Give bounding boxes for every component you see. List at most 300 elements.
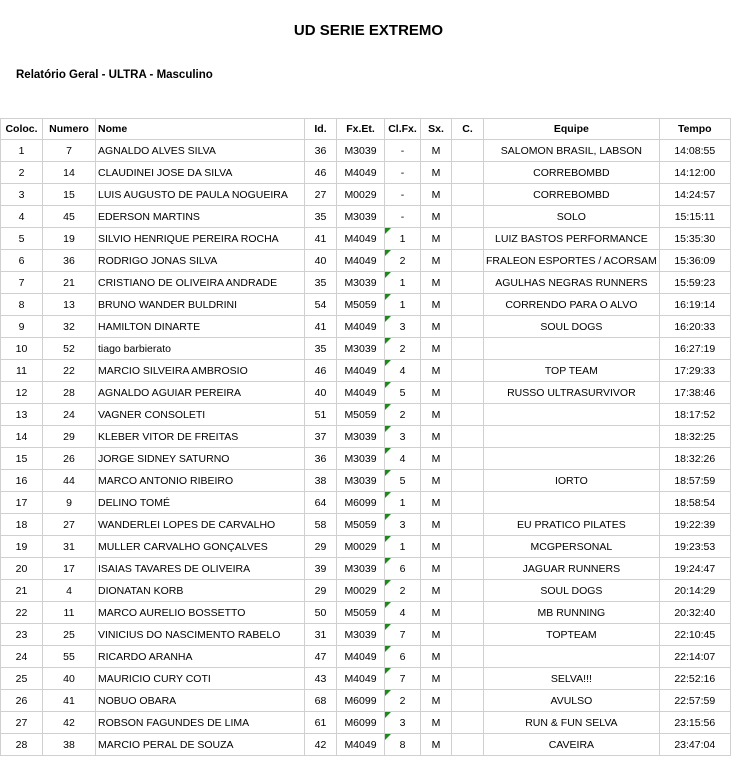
cell-tempo: [659, 690, 730, 712]
cell-tempo: [659, 316, 730, 338]
cell-id: [305, 734, 337, 756]
cell-fxet: [337, 272, 385, 294]
cell-equipe-text: AGULHAS NEGRAS RUNNERS: [495, 276, 648, 289]
green-corner-marker-icon: [385, 228, 391, 234]
cell-nome-text: EDERSON MARTINS: [98, 210, 200, 223]
green-corner-marker-icon: [385, 404, 391, 410]
cell-nome: [96, 624, 305, 646]
cell-clfx-text: 3: [399, 716, 406, 729]
cell-fxet: [337, 646, 385, 668]
cell-id-text: 35: [314, 210, 327, 223]
cell-id-text: 40: [314, 254, 327, 267]
cell-id: [305, 140, 337, 162]
cell-clfx-text: 6: [399, 562, 406, 575]
cell-tempo: [659, 360, 730, 382]
cell-id-text: 42: [314, 738, 327, 751]
cell-sx-text: M: [431, 518, 441, 531]
cell-coloc: [1, 140, 43, 162]
cell-clfx-text: 3: [399, 430, 406, 443]
cell-tempo-text: 18:58:54: [674, 496, 716, 509]
cell-id: [305, 228, 337, 250]
cell-sx: [421, 536, 452, 558]
cell-id-text: 54: [314, 298, 327, 311]
cell-equipe-text: CORREBOMBD: [533, 166, 610, 179]
table-row: [1, 646, 731, 668]
cell-tempo: [659, 470, 730, 492]
cell-clfx: [385, 624, 421, 646]
cell-equipe: [484, 448, 660, 470]
cell-c: [452, 580, 484, 602]
cell-clfx-text: 3: [399, 518, 406, 531]
cell-numero: [43, 514, 96, 536]
table-row: [1, 162, 731, 184]
cell-clfx: [385, 426, 421, 448]
cell-clfx: [385, 294, 421, 316]
cell-coloc-text: 26: [15, 694, 28, 707]
cell-coloc: [1, 382, 43, 404]
cell-numero: [43, 580, 96, 602]
cell-sx-text: M: [431, 628, 441, 641]
cell-equipe: [484, 668, 660, 690]
cell-id: [305, 294, 337, 316]
cell-equipe-text: SALOMON BRASIL, LABSON: [500, 144, 642, 157]
cell-tempo-text: 14:08:55: [674, 144, 716, 157]
cell-numero: [43, 250, 96, 272]
cell-fxet-text: M3039: [344, 210, 377, 223]
cell-fxet: [337, 668, 385, 690]
cell-numero-text: 28: [63, 386, 75, 399]
table-row: [1, 404, 731, 426]
cell-coloc-text: 4: [18, 210, 25, 223]
cell-id: [305, 338, 337, 360]
cell-nome: [96, 492, 305, 514]
cell-fxet: [337, 448, 385, 470]
cell-equipe: [484, 360, 660, 382]
cell-equipe: [484, 558, 660, 580]
cell-equipe-text: AVULSO: [550, 694, 593, 707]
cell-nome-text: tiago barbierato: [98, 342, 171, 355]
col-header-nome: Nome: [96, 119, 305, 140]
cell-equipe: [484, 228, 660, 250]
green-corner-marker-icon: [385, 734, 391, 740]
cell-equipe-text: SELVA!!!: [550, 672, 592, 685]
cell-sx-text: M: [431, 606, 441, 619]
cell-coloc: [1, 602, 43, 624]
results-table: [0, 118, 731, 756]
cell-equipe-text: [486, 409, 657, 421]
cell-equipe-text: EU PRATICO PILATES: [517, 518, 626, 531]
cell-sx: [421, 734, 452, 756]
cell-sx: [421, 338, 452, 360]
cell-sx-text: M: [431, 320, 441, 333]
cell-coloc-text: 8: [18, 298, 25, 311]
cell-fxet: [337, 492, 385, 514]
cell-coloc-text: 7: [18, 276, 25, 289]
table-row: [1, 360, 731, 382]
cell-id: [305, 382, 337, 404]
cell-tempo: [659, 272, 730, 294]
cell-equipe: [484, 250, 660, 272]
cell-tempo: [659, 162, 730, 184]
cell-coloc-text: 12: [15, 386, 28, 399]
cell-tempo: [659, 536, 730, 558]
cell-fxet: [337, 184, 385, 206]
cell-coloc-text: 15: [15, 452, 28, 465]
table-row: [1, 206, 731, 228]
cell-id-text: 35: [314, 276, 327, 289]
cell-nome-text: MAURICIO CURY COTI: [98, 672, 211, 685]
cell-coloc-text: 17: [15, 496, 28, 509]
table-row: [1, 712, 731, 734]
cell-clfx: [385, 162, 421, 184]
cell-numero-text: 38: [63, 738, 75, 751]
cell-nome-text: VINICIUS DO NASCIMENTO RABELO: [98, 628, 281, 641]
cell-coloc: [1, 426, 43, 448]
cell-clfx-text: 1: [399, 276, 406, 289]
green-corner-marker-icon: [385, 646, 391, 652]
cell-equipe: [484, 624, 660, 646]
col-header-c: C.: [452, 119, 484, 140]
cell-tempo-text: 17:38:46: [674, 386, 716, 399]
cell-clfx: [385, 228, 421, 250]
cell-coloc-text: 10: [15, 342, 28, 355]
cell-numero: [43, 140, 96, 162]
cell-tempo-text: 19:23:53: [674, 540, 716, 553]
green-corner-marker-icon: [385, 426, 391, 432]
cell-clfx: [385, 470, 421, 492]
cell-c: [452, 602, 484, 624]
cell-nome: [96, 668, 305, 690]
cell-equipe-text: [486, 651, 657, 663]
cell-c: [452, 558, 484, 580]
cell-tempo: [659, 712, 730, 734]
cell-equipe-text: TOP TEAM: [544, 364, 598, 377]
cell-sx: [421, 470, 452, 492]
table-row: [1, 734, 731, 756]
cell-tempo-text: 18:57:59: [674, 474, 716, 487]
cell-numero: [43, 294, 96, 316]
cell-coloc: [1, 646, 43, 668]
cell-equipe-text: CORREBOMBD: [533, 188, 610, 201]
cell-tempo: [659, 734, 730, 756]
cell-c: [452, 536, 484, 558]
cell-numero-text: 19: [63, 232, 75, 245]
cell-equipe-text: [486, 431, 657, 443]
cell-equipe: [484, 426, 660, 448]
cell-numero-text: 52: [63, 342, 75, 355]
table-row: [1, 690, 731, 712]
cell-coloc-text: 11: [16, 364, 27, 377]
green-corner-marker-icon: [385, 448, 391, 454]
cell-equipe-text: MB RUNNING: [537, 606, 606, 619]
green-corner-marker-icon: [385, 338, 391, 344]
cell-sx-text: M: [431, 166, 441, 179]
cell-numero-text: 31: [63, 540, 75, 553]
cell-numero-text: 15: [63, 188, 75, 201]
cell-numero-text: 9: [66, 496, 72, 509]
cell-nome-text: CRISTIANO DE OLIVEIRA ANDRADE: [98, 276, 278, 289]
cell-nome: [96, 536, 305, 558]
cell-nome-text: DIONATAN KORB: [98, 584, 184, 597]
cell-tempo-text: 23:15:56: [674, 716, 716, 729]
cell-nome: [96, 404, 305, 426]
cell-numero-text: 29: [63, 430, 75, 443]
cell-tempo-text: 22:14:07: [674, 650, 716, 663]
cell-coloc-text: 2: [18, 166, 25, 179]
cell-clfx-text: -: [400, 166, 405, 179]
cell-clfx-text: 3: [399, 320, 406, 333]
cell-clfx: [385, 668, 421, 690]
cell-sx-text: M: [431, 144, 441, 157]
cell-numero-text: 7: [66, 144, 72, 157]
cell-clfx: [385, 712, 421, 734]
col-header-fxet: Fx.Et.: [337, 119, 385, 140]
cell-fxet: [337, 382, 385, 404]
cell-numero-text: 40: [63, 672, 75, 685]
cell-c: [452, 646, 484, 668]
cell-numero: [43, 470, 96, 492]
cell-sx: [421, 646, 452, 668]
cell-tempo-text: 15:35:30: [674, 232, 716, 245]
cell-sx: [421, 360, 452, 382]
cell-id-text: 36: [314, 452, 327, 465]
cell-sx-text: M: [431, 496, 441, 509]
cell-nome-text: BRUNO WANDER BULDRINI: [98, 298, 238, 311]
cell-equipe: [484, 690, 660, 712]
cell-tempo-text: 14:12:00: [674, 166, 716, 179]
table-row: [1, 382, 731, 404]
cell-nome: [96, 580, 305, 602]
cell-sx-text: M: [431, 474, 441, 487]
cell-coloc: [1, 580, 43, 602]
cell-nome-text: MARCO AURELIO BOSSETTO: [98, 606, 246, 619]
cell-id-text: 43: [314, 672, 327, 685]
col-header-numero: Numero: [43, 119, 96, 140]
cell-sx: [421, 162, 452, 184]
cell-id-text: 29: [314, 540, 327, 553]
cell-numero: [43, 184, 96, 206]
cell-id-text: 40: [314, 386, 327, 399]
cell-numero-text: 44: [63, 474, 75, 487]
table-row: [1, 470, 731, 492]
cell-equipe: [484, 162, 660, 184]
cell-numero-text: 13: [63, 298, 75, 311]
cell-equipe: [484, 382, 660, 404]
cell-fxet: [337, 536, 385, 558]
cell-coloc-text: 25: [15, 672, 28, 685]
cell-id: [305, 316, 337, 338]
cell-numero: [43, 338, 96, 360]
cell-c: [452, 448, 484, 470]
cell-equipe: [484, 602, 660, 624]
cell-c: [452, 206, 484, 228]
cell-sx: [421, 140, 452, 162]
cell-numero-text: 11: [63, 606, 75, 619]
cell-sx-text: M: [431, 650, 441, 663]
green-corner-marker-icon: [385, 360, 391, 366]
cell-id: [305, 690, 337, 712]
cell-coloc: [1, 272, 43, 294]
cell-id: [305, 624, 337, 646]
cell-clfx-text: 5: [399, 474, 406, 487]
cell-tempo-text: 22:57:59: [674, 694, 716, 707]
table-row: [1, 624, 731, 646]
cell-numero: [43, 602, 96, 624]
table-row: [1, 492, 731, 514]
cell-sx-text: M: [431, 540, 441, 553]
cell-sx: [421, 514, 452, 536]
cell-clfx: [385, 206, 421, 228]
cell-fxet: [337, 624, 385, 646]
col-header-coloc: Coloc.: [1, 119, 43, 140]
cell-tempo: [659, 140, 730, 162]
cell-nome: [96, 470, 305, 492]
cell-nome: [96, 272, 305, 294]
cell-id: [305, 404, 337, 426]
cell-clfx-text: 4: [399, 364, 406, 377]
cell-sx: [421, 206, 452, 228]
cell-coloc: [1, 360, 43, 382]
cell-id: [305, 580, 337, 602]
cell-clfx: [385, 580, 421, 602]
cell-numero-text: 42: [63, 716, 75, 729]
cell-id-text: 47: [314, 650, 327, 663]
cell-coloc: [1, 250, 43, 272]
cell-c: [452, 404, 484, 426]
cell-numero: [43, 228, 96, 250]
cell-c: [452, 140, 484, 162]
cell-coloc: [1, 316, 43, 338]
col-header-equipe: Equipe: [484, 119, 660, 140]
cell-nome: [96, 448, 305, 470]
cell-id: [305, 426, 337, 448]
cell-fxet-text: M3039: [344, 342, 377, 355]
cell-clfx-text: 8: [399, 738, 406, 751]
cell-equipe: [484, 492, 660, 514]
cell-fxet: [337, 316, 385, 338]
cell-clfx: [385, 140, 421, 162]
cell-fxet-text: M4049: [344, 738, 377, 751]
cell-fxet-text: M3039: [344, 430, 377, 443]
cell-clfx-text: 7: [399, 672, 406, 685]
cell-c: [452, 316, 484, 338]
cell-sx-text: M: [431, 584, 441, 597]
cell-tempo: [659, 382, 730, 404]
cell-sx: [421, 602, 452, 624]
cell-nome-text: AGNALDO ALVES SILVA: [98, 144, 216, 157]
cell-id: [305, 184, 337, 206]
cell-coloc-text: 21: [15, 584, 28, 597]
cell-tempo-text: 15:59:23: [674, 276, 716, 289]
cell-fxet-text: M3039: [344, 562, 377, 575]
cell-sx-text: M: [431, 672, 441, 685]
cell-clfx: [385, 536, 421, 558]
cell-coloc-text: 16: [15, 474, 28, 487]
cell-fxet: [337, 602, 385, 624]
cell-fxet-text: M4049: [344, 166, 377, 179]
cell-nome-text: WANDERLEI LOPES DE CARVALHO: [98, 518, 276, 531]
cell-nome-text: MARCIO PERAL DE SOUZA: [98, 738, 234, 751]
cell-coloc: [1, 624, 43, 646]
cell-tempo: [659, 514, 730, 536]
col-header-tempo: Tempo: [659, 119, 730, 140]
cell-nome: [96, 206, 305, 228]
cell-nome-text: ISAIAS TAVARES DE OLIVEIRA: [98, 562, 251, 575]
report-subtitle: Relatório Geral - ULTRA - Masculino: [16, 69, 213, 81]
cell-id-text: 46: [314, 166, 327, 179]
cell-numero: [43, 712, 96, 734]
cell-sx: [421, 580, 452, 602]
cell-numero-text: 4: [66, 584, 72, 597]
cell-tempo-text: 22:52:16: [674, 672, 716, 685]
col-header-clfx: Cl.Fx.: [385, 119, 421, 140]
cell-numero-text: 25: [63, 628, 75, 641]
cell-clfx: [385, 404, 421, 426]
cell-c: [452, 272, 484, 294]
cell-clfx-text: 4: [399, 606, 406, 619]
cell-numero-text: 22: [63, 364, 75, 377]
cell-tempo-text: 19:24:47: [674, 562, 716, 575]
cell-id: [305, 558, 337, 580]
cell-tempo: [659, 646, 730, 668]
cell-nome-text: MULLER CARVALHO GONÇALVES: [98, 540, 268, 553]
cell-fxet: [337, 558, 385, 580]
cell-nome-text: AGNALDO AGUIAR PEREIRA: [98, 386, 241, 399]
cell-fxet-text: M5059: [344, 298, 377, 311]
table-row: [1, 250, 731, 272]
cell-clfx: [385, 338, 421, 360]
table-row: [1, 558, 731, 580]
cell-id-text: 36: [314, 144, 327, 157]
cell-c: [452, 162, 484, 184]
cell-id-text: 41: [314, 320, 327, 333]
cell-numero: [43, 316, 96, 338]
cell-sx: [421, 690, 452, 712]
green-corner-marker-icon: [385, 712, 391, 718]
cell-numero-text: 41: [63, 694, 75, 707]
cell-clfx: [385, 558, 421, 580]
cell-coloc-text: 19: [15, 540, 28, 553]
cell-fxet: [337, 426, 385, 448]
cell-fxet: [337, 360, 385, 382]
cell-equipe-text: SOUL DOGS: [540, 584, 603, 597]
cell-nome-text: VAGNER CONSOLETI: [98, 408, 206, 421]
cell-equipe: [484, 184, 660, 206]
cell-fxet: [337, 206, 385, 228]
cell-clfx-text: 1: [399, 298, 406, 311]
cell-fxet-text: M0029: [344, 584, 377, 597]
cell-coloc-text: 9: [18, 320, 25, 333]
table-row: [1, 140, 731, 162]
cell-coloc: [1, 184, 43, 206]
cell-clfx-text: 6: [399, 650, 406, 663]
cell-fxet-text: M3039: [344, 276, 377, 289]
cell-tempo: [659, 558, 730, 580]
cell-tempo: [659, 338, 730, 360]
cell-coloc: [1, 668, 43, 690]
green-corner-marker-icon: [385, 668, 391, 674]
cell-id: [305, 162, 337, 184]
col-header-sx: Sx.: [421, 119, 452, 140]
cell-tempo-text: 15:36:09: [674, 254, 716, 267]
cell-sx: [421, 228, 452, 250]
cell-clfx-text: 7: [399, 628, 406, 641]
cell-nome: [96, 140, 305, 162]
cell-clfx-text: 4: [399, 452, 406, 465]
cell-id-text: 37: [314, 430, 327, 443]
cell-id-text: 51: [314, 408, 327, 421]
cell-nome: [96, 184, 305, 206]
